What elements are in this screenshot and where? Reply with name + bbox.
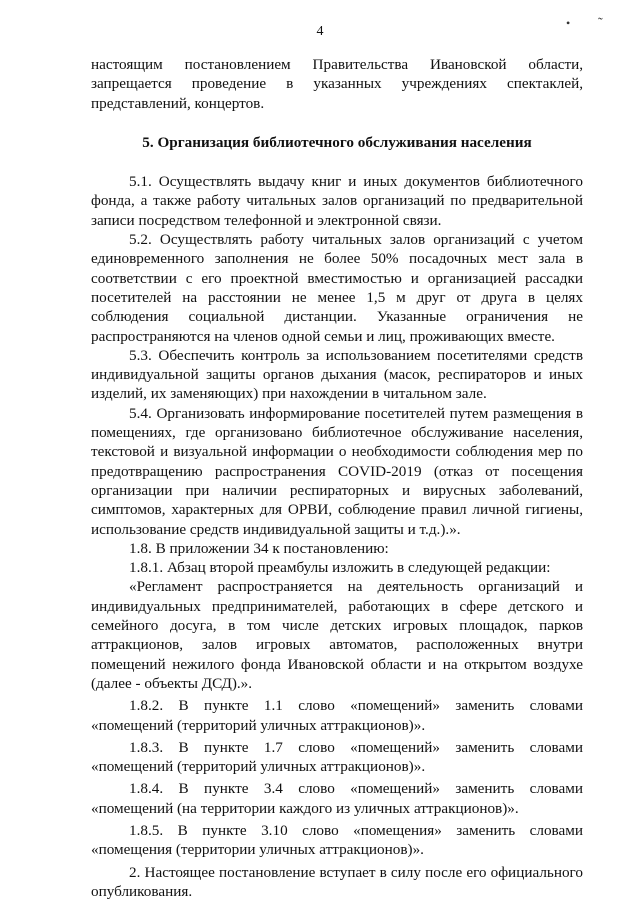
paragraph-1-8-4: 1.8.4. В пункте 3.4 слово «помещений» заменить словами «помещений (на территории каждого из уличных аттракционов)». xyxy=(91,780,583,817)
document-body xyxy=(91,55,583,901)
scan-artifact-mark: ˜ xyxy=(598,16,603,31)
paragraph-5-3: 5.3. Обеспечить контроль за использованием посетителями средств индивидуальной защиты органов дыхания (масок, респираторов и иных изделий, их заменяющих) при нахождении в читальном зале. xyxy=(91,346,583,403)
paragraph-1-8-3: 1.8.3. В пункте 1.7 слово «помещений» заменить словами «помещений (территорий уличных аттракционов)». xyxy=(91,738,583,776)
page-number: 4 xyxy=(316,24,324,39)
paragraph-5-1: 5.1. Осуществлять выдачу книг и иных документов библиотечного фонда, а также работу читальных залов организаций по предварительной записи посредством телефонной и электронной связи. xyxy=(91,173,583,229)
preamble-quote: «Регламент распространяется на деятельность организаций и индивидуальных предпринимателей, работающих в сфере детского и семейного досуга, в том числе детских игровых площадок, парков аттракционов, залов игровых автоматов, расположенных внутри помещений нежилого фонда Ивановской области и на открытом воздухе (далее - объекты ДСД).». xyxy=(91,578,583,692)
paragraph-1-8: 1.8. В приложении 34 к постановлению: xyxy=(129,539,389,557)
scan-artifact-dot: • xyxy=(566,16,571,30)
paragraph-1-8-1: 1.8.1. Абзац второй преамбулы изложить в следующей редакции: xyxy=(129,559,551,577)
paragraph-5-2: 5.2. Осуществлять работу читальных залов организаций с учетом единовременного заполнения не более 50% посадочных мест зала в соответствии с его проектной вместимостью и организацией рассадки посетителей на расстоянии не менее 1,5 м друг от друга в целях соблюдения социальной дистанции. Указанные ограничения не распространяются на членов одной семьи и лиц, проживающих вместе. xyxy=(91,231,583,345)
paragraph-1-8-2: 1.8.2. В пункте 1.1 слово «помещений» заменить словами «помещений (территорий уличных аттракционов)». xyxy=(91,697,583,734)
paragraph-1-8-5: 1.8.5. В пункте 3.10 слово «помещения» заменить словами «помещения (территории уличных аттракционов)». xyxy=(91,821,583,859)
section-5-heading: 5. Организация библиотечного обслуживания населения xyxy=(142,133,532,151)
paragraph-2: 2. Настоящее постановление вступает в силу после его официального опубликования. xyxy=(91,863,583,900)
intro-paragraph: настоящим постановлением Правительства Ивановской области, запрещается проведение в указанных учреждениях спектаклей, представлений, концертов. xyxy=(91,56,583,112)
paragraph-5-4: 5.4. Организовать информирование посетителей путем размещения в помещениях, где организовано библиотечное обслуживание населения, текстовой и визуальной информации о необходимости соблюдения мер по предотвращению распространения COVID-2019 (отказ от посещения организации при наличии респираторных и вирусных заболеваний, симптомов, характерных для ОРВИ, соблюдение правил личной гигиены, использование средств индивидуальной защиты и т.д.).». xyxy=(91,404,583,538)
